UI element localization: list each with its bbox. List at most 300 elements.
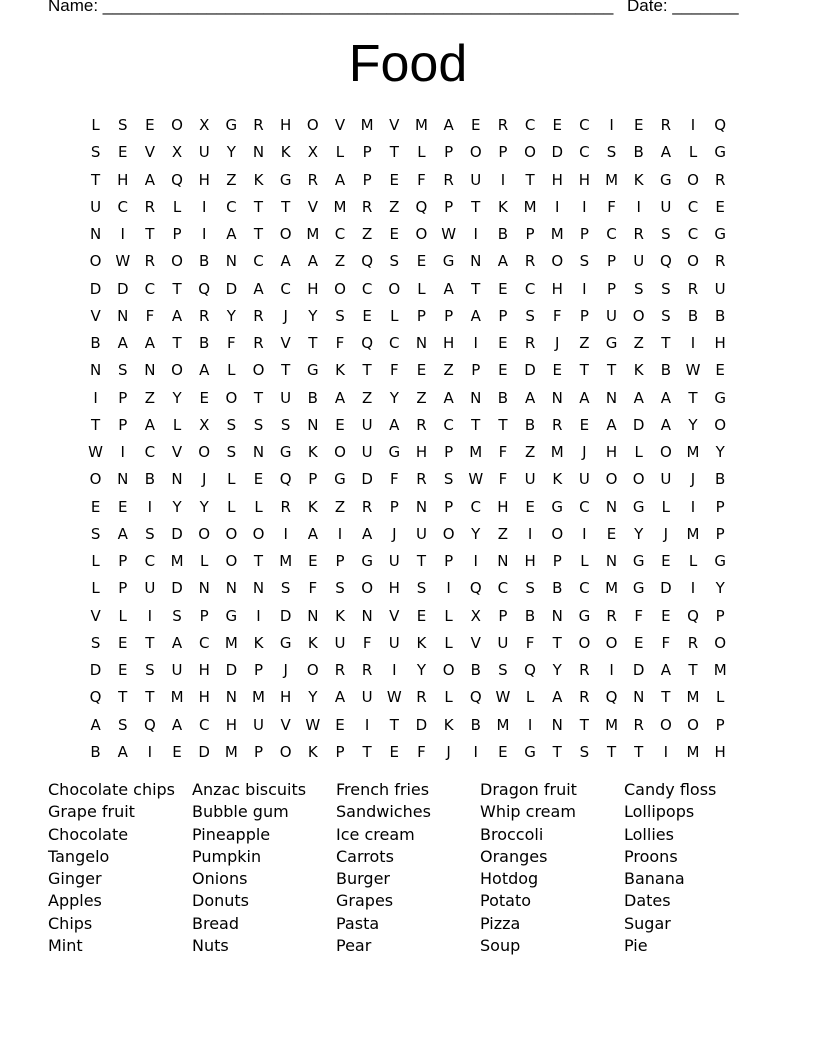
word-column	[48, 779, 192, 957]
puzzle-title: Food	[348, 35, 468, 93]
grid-letter: Z	[579, 334, 590, 352]
grid-letter: P	[444, 552, 454, 570]
grid-letter: B	[470, 715, 481, 734]
grid-letter: J	[283, 661, 288, 679]
grid-letter: S	[145, 524, 155, 543]
grid-letter: A	[552, 688, 563, 707]
grid-letter: P	[118, 415, 128, 434]
grid-letter: A	[660, 388, 671, 407]
grid-letter: U	[660, 470, 672, 489]
grid-letter: O	[334, 279, 346, 298]
grid-letter: H	[551, 170, 563, 189]
grid-letter: F	[552, 306, 562, 325]
grid-letter: M	[469, 443, 483, 461]
grid-letter: Q	[198, 279, 211, 298]
grid-letter: O	[605, 470, 618, 489]
grid-letter: U	[633, 252, 645, 271]
grid-letter: R	[198, 306, 210, 325]
grid-letter: G	[279, 633, 292, 652]
grid-letter: N	[307, 415, 319, 434]
grid-letter: G	[632, 497, 645, 516]
grid-letter: S	[633, 279, 644, 298]
grid-letter: U	[388, 552, 400, 570]
grid-letter: E	[661, 606, 671, 625]
grid-letter: Q	[659, 252, 672, 271]
grid-letter: I	[690, 116, 696, 134]
grid-letter: M	[224, 633, 238, 652]
grid-letter: D	[551, 143, 564, 162]
grid-letter: G	[578, 606, 591, 625]
grid-letter: F	[389, 361, 399, 380]
grid-letter: G	[225, 116, 238, 134]
grid-letter: N	[605, 497, 618, 516]
grid-letter: H	[225, 715, 237, 734]
grid-letter: C	[226, 197, 237, 216]
grid-letter: R	[633, 715, 644, 734]
grid-letter: S	[525, 579, 535, 598]
grid-letter: O	[578, 633, 591, 652]
word-list-item: Mint	[48, 936, 83, 956]
grid-letter: P	[715, 606, 725, 625]
grid-letter: P	[444, 143, 454, 162]
grid-letter: B	[199, 252, 210, 271]
grid-letter: G	[279, 170, 292, 189]
grid-letter: C	[687, 225, 699, 243]
grid-letter: I	[337, 524, 343, 543]
grid-letter: F	[417, 170, 426, 189]
grid-letter: R	[144, 197, 156, 216]
grid-letter: N	[89, 361, 102, 380]
grid-letter: W	[88, 443, 103, 461]
word-list-item: Whip cream	[480, 802, 576, 822]
word-list-item: Lollipops	[624, 802, 695, 822]
grid-letter: T	[416, 552, 427, 570]
grid-letter: T	[579, 715, 589, 734]
grid-letter: R	[144, 252, 156, 271]
grid-letter: L	[118, 606, 127, 625]
grid-letter: O	[171, 116, 183, 134]
grid-letter: U	[144, 579, 156, 598]
grid-letter: R	[552, 415, 563, 434]
grid-letter: E	[145, 116, 155, 134]
grid-letter: L	[688, 552, 698, 570]
grid-letter: A	[171, 306, 183, 325]
grid-letter: I	[582, 197, 587, 216]
grid-letter: P	[498, 143, 508, 162]
grid-letter: U	[714, 279, 726, 298]
grid-letter: C	[579, 497, 590, 516]
grid-letter: V	[144, 143, 156, 162]
grid-letter: R	[606, 606, 617, 625]
grid-letter: F	[661, 633, 671, 652]
grid-letter: D	[524, 361, 536, 380]
grid-letter: E	[389, 225, 400, 243]
grid-letter: O	[198, 524, 211, 543]
grid-letter: T	[525, 170, 535, 189]
word-column	[192, 779, 336, 957]
grid-letter: P	[389, 497, 399, 516]
grid-letter: P	[607, 279, 617, 298]
grid-letter: R	[579, 688, 590, 707]
grid-letter: H	[198, 170, 210, 189]
grid-letter: H	[524, 552, 536, 570]
grid-letter: I	[473, 334, 478, 352]
word-list-item: Banana	[624, 869, 685, 889]
grid-letter: R	[416, 688, 427, 707]
grid-letter: O	[361, 579, 374, 598]
grid-letter: E	[335, 415, 345, 434]
grid-letter: M	[605, 579, 619, 598]
grid-letter: R	[687, 633, 699, 652]
word-list-item: Chocolate	[48, 824, 129, 844]
grid-letter: R	[660, 116, 672, 134]
grid-letter: Z	[334, 252, 346, 271]
grid-letter: P	[335, 552, 345, 570]
grid-letter: F	[634, 606, 644, 625]
grid-letter: U	[524, 470, 536, 489]
word-column	[336, 779, 480, 957]
grid-letter: I	[527, 524, 533, 543]
grid-letter: O	[659, 715, 672, 734]
grid-letter: S	[253, 415, 264, 434]
grid-letter: S	[661, 225, 671, 243]
grid-letter: Y	[172, 388, 182, 407]
grid-letter: V	[90, 306, 101, 325]
grid-letter: H	[714, 334, 726, 352]
grid-letter: E	[389, 742, 400, 761]
grid-letter: F	[607, 197, 616, 216]
grid-letter: O	[225, 524, 238, 543]
grid-letter: Q	[687, 606, 699, 625]
grid-letter: E	[199, 388, 209, 407]
grid-letter: L	[254, 497, 263, 516]
grid-letter: O	[252, 524, 265, 543]
grid-letter: C	[280, 279, 291, 298]
word-list-item: Oranges	[480, 846, 548, 866]
grid-letter: P	[498, 606, 508, 625]
grid-letter: X	[199, 415, 210, 434]
grid-letter: O	[605, 633, 618, 652]
word-list-item: Apples	[48, 891, 102, 911]
grid-letter: X	[470, 606, 481, 625]
grid-letter: O	[551, 252, 564, 271]
grid-letter: T	[471, 197, 481, 216]
grid-letter: C	[144, 443, 156, 461]
grid-letter: A	[90, 715, 101, 734]
grid-letter: U	[578, 470, 590, 489]
word-list-item: Grape fruit	[48, 802, 135, 822]
grid-letter: N	[605, 388, 618, 407]
grid-letter: T	[661, 334, 671, 352]
grid-letter: P	[118, 579, 128, 598]
grid-letter: I	[93, 388, 98, 407]
grid-letter: J	[690, 470, 696, 489]
grid-letter: S	[117, 361, 128, 380]
grid-letter: L	[227, 497, 236, 516]
grid-letter: A	[524, 388, 536, 407]
grid-letter: Q	[469, 688, 482, 707]
grid-letter: L	[661, 497, 671, 516]
grid-letter: F	[308, 579, 318, 598]
grid-letter: I	[527, 715, 533, 734]
grid-letter: I	[609, 116, 614, 134]
grid-letter: N	[225, 252, 237, 271]
grid-letter: H	[280, 116, 292, 134]
grid-letter: O	[442, 661, 455, 679]
grid-letter: M	[170, 552, 184, 570]
grid-letter: F	[525, 633, 535, 652]
grid-letter: L	[335, 143, 345, 162]
grid-letter: Y	[471, 524, 481, 543]
grid-letter: A	[144, 170, 156, 189]
grid-letter: E	[117, 661, 128, 679]
grid-letter: I	[473, 742, 478, 761]
grid-letter: W	[115, 252, 131, 271]
grid-letter: G	[660, 170, 672, 189]
grid-letter: A	[334, 170, 346, 189]
grid-letter: C	[687, 197, 699, 216]
grid-letter: F	[417, 742, 426, 761]
grid-letter: R	[361, 497, 373, 516]
grid-letter: U	[497, 633, 509, 652]
grid-letter: Q	[89, 688, 102, 707]
grid-letter: H	[198, 688, 210, 707]
grid-letter: I	[663, 742, 669, 761]
grid-letter: C	[579, 143, 590, 162]
grid-letter: P	[335, 742, 345, 761]
grid-letter: M	[523, 197, 537, 216]
grid-letter: U	[90, 197, 102, 216]
grid-letter: X	[171, 143, 183, 162]
grid-letter: T	[253, 197, 264, 216]
grid-letter: T	[634, 742, 644, 761]
word-list-item: Onions	[192, 869, 248, 889]
grid-letter: M	[713, 661, 727, 679]
grid-letter: Q	[605, 688, 618, 707]
grid-letter: A	[117, 524, 128, 543]
grid-letter: O	[388, 279, 401, 298]
grid-letter: G	[551, 497, 564, 516]
grid-letter: E	[389, 170, 400, 189]
grid-letter: N	[551, 715, 563, 734]
grid-letter: Z	[524, 443, 536, 461]
grid-letter: I	[201, 225, 207, 243]
grid-letter: O	[442, 524, 455, 543]
grid-letter: J	[582, 443, 587, 461]
grid-letter: Q	[469, 579, 482, 598]
grid-letter: A	[171, 633, 183, 652]
grid-letter: Y	[172, 497, 182, 516]
grid-letter: I	[555, 197, 560, 216]
word-column	[624, 779, 768, 957]
grid-letter: A	[606, 415, 617, 434]
grid-letter: G	[605, 334, 618, 352]
grid-letter: T	[281, 197, 291, 216]
grid-letter: P	[444, 443, 454, 461]
grid-letter: I	[500, 170, 506, 189]
grid-letter: A	[389, 415, 400, 434]
grid-letter: F	[362, 633, 372, 652]
grid-letter: K	[443, 715, 454, 734]
grid-letter: S	[579, 742, 590, 761]
grid-letter: E	[416, 252, 427, 271]
grid-letter: V	[171, 443, 183, 461]
grid-letter: H	[497, 497, 509, 516]
word-list-item: Sandwiches	[336, 802, 431, 822]
grid-letter: L	[634, 443, 643, 461]
grid-letter: O	[306, 116, 319, 134]
grid-letter: R	[361, 661, 373, 679]
grid-letter: C	[198, 715, 210, 734]
grid-letter: U	[253, 715, 264, 734]
grid-letter: B	[497, 388, 509, 407]
word-list-item: Lollies	[624, 824, 674, 844]
grid-letter: P	[552, 552, 562, 570]
grid-letter: A	[253, 279, 264, 298]
grid-letter: S	[280, 415, 291, 434]
grid-letter: B	[470, 661, 481, 679]
grid-letter: P	[253, 661, 264, 679]
grid-letter: I	[147, 497, 153, 516]
grid-letter: M	[333, 197, 347, 216]
grid-letter: E	[308, 552, 318, 570]
grid-letter: V	[334, 116, 346, 134]
grid-letter: T	[172, 334, 182, 352]
grid-letter: M	[224, 742, 238, 761]
grid-letter: P	[118, 552, 128, 570]
grid-letter: H	[605, 443, 618, 461]
grid-letter: N	[252, 579, 265, 598]
grid-letter: Y	[552, 661, 562, 679]
grid-letter: G	[225, 606, 238, 625]
grid-letter: E	[715, 197, 725, 216]
grid-letter: R	[334, 661, 346, 679]
grid-letter: S	[145, 661, 155, 679]
grid-letter: G	[279, 443, 292, 461]
grid-letter: P	[362, 170, 372, 189]
worksheet-header	[48, 0, 768, 20]
grid-letter: O	[279, 742, 292, 761]
grid-letter: E	[172, 742, 182, 761]
grid-letter: A	[307, 524, 318, 543]
grid-letter: B	[497, 225, 509, 243]
grid-letter: K	[335, 361, 345, 380]
grid-letter: B	[307, 388, 318, 407]
grid-letter: U	[361, 688, 373, 707]
grid-letter: K	[307, 633, 318, 652]
grid-letter: C	[443, 415, 454, 434]
word-list-item: Anzac biscuits	[192, 780, 307, 799]
grid-letter: R	[687, 279, 699, 298]
grid-letter: P	[199, 606, 209, 625]
grid-letter: J	[446, 742, 451, 761]
grid-letter: I	[609, 661, 614, 679]
grid-letter: C	[606, 225, 617, 243]
grid-letter: E	[90, 497, 101, 516]
grid-letter: C	[497, 579, 509, 598]
grid-letter: O	[524, 143, 536, 162]
grid-letter: X	[199, 116, 210, 134]
grid-letter: K	[416, 633, 427, 652]
grid-letter: P	[498, 306, 508, 325]
grid-letter: R	[253, 334, 264, 352]
grid-letter: E	[579, 415, 590, 434]
grid-letter: Z	[633, 334, 644, 352]
grid-letter: V	[280, 334, 291, 352]
grid-letter: E	[117, 497, 128, 516]
grid-letter: A	[497, 252, 509, 271]
grid-letter: U	[388, 633, 400, 652]
grid-letter: P	[607, 252, 617, 271]
grid-letter: A	[660, 143, 671, 162]
grid-letter: A	[443, 279, 454, 298]
word-list	[48, 779, 768, 957]
grid-letter: O	[632, 306, 645, 325]
grid-letter: L	[525, 688, 535, 707]
word-list-item: French fries	[336, 780, 430, 799]
grid-letter: R	[714, 170, 726, 189]
grid-letter: N	[497, 552, 509, 570]
grid-letter: A	[144, 334, 156, 352]
grid-letter: S	[90, 524, 101, 543]
grid-letter: T	[90, 415, 101, 434]
grid-letter: V	[307, 197, 318, 216]
grid-letter: Q	[279, 470, 292, 489]
grid-letter: B	[715, 306, 726, 325]
word-list-item: Bread	[192, 913, 240, 933]
grid-letter: P	[308, 470, 318, 489]
grid-letter: S	[172, 606, 182, 625]
grid-letter: G	[442, 252, 455, 271]
grid-letter: A	[334, 688, 346, 707]
grid-letter: T	[145, 688, 155, 707]
grid-letter: C	[524, 116, 536, 134]
grid-letter: R	[633, 225, 644, 243]
word-list-item: Carrots	[336, 846, 394, 866]
grid-letter: R	[253, 116, 264, 134]
grid-letter: O	[469, 143, 482, 162]
grid-letter: T	[90, 170, 101, 189]
grid-letter: M	[686, 524, 700, 543]
grid-letter: P	[471, 361, 481, 380]
grid-letter: Y	[226, 143, 236, 162]
grid-letter: I	[582, 524, 587, 543]
grid-letter: R	[524, 334, 536, 352]
word-list-item: Dragon fruit	[480, 780, 577, 799]
grid-letter: P	[715, 524, 725, 543]
grid-letter: S	[280, 579, 291, 598]
grid-letter: M	[360, 116, 374, 134]
grid-letter: T	[145, 633, 155, 652]
grid-letter: M	[170, 688, 184, 707]
grid-letter: H	[198, 661, 210, 679]
grid-letter: A	[334, 388, 346, 407]
grid-letter: N	[171, 470, 183, 489]
grid-letter: E	[471, 116, 481, 134]
grid-letter: D	[171, 579, 183, 598]
grid-letter: I	[473, 552, 478, 570]
grid-letter: T	[579, 361, 589, 380]
grid-letter: E	[606, 524, 617, 543]
grid-letter: V	[90, 606, 101, 625]
grid-letter: T	[308, 334, 318, 352]
grid-letter: T	[253, 388, 264, 407]
grid-letter: N	[144, 361, 156, 380]
grid-letter: Y	[199, 497, 209, 516]
grid-letter: B	[90, 334, 101, 352]
grid-letter: S	[90, 143, 101, 162]
grid-letter: K	[498, 197, 508, 216]
